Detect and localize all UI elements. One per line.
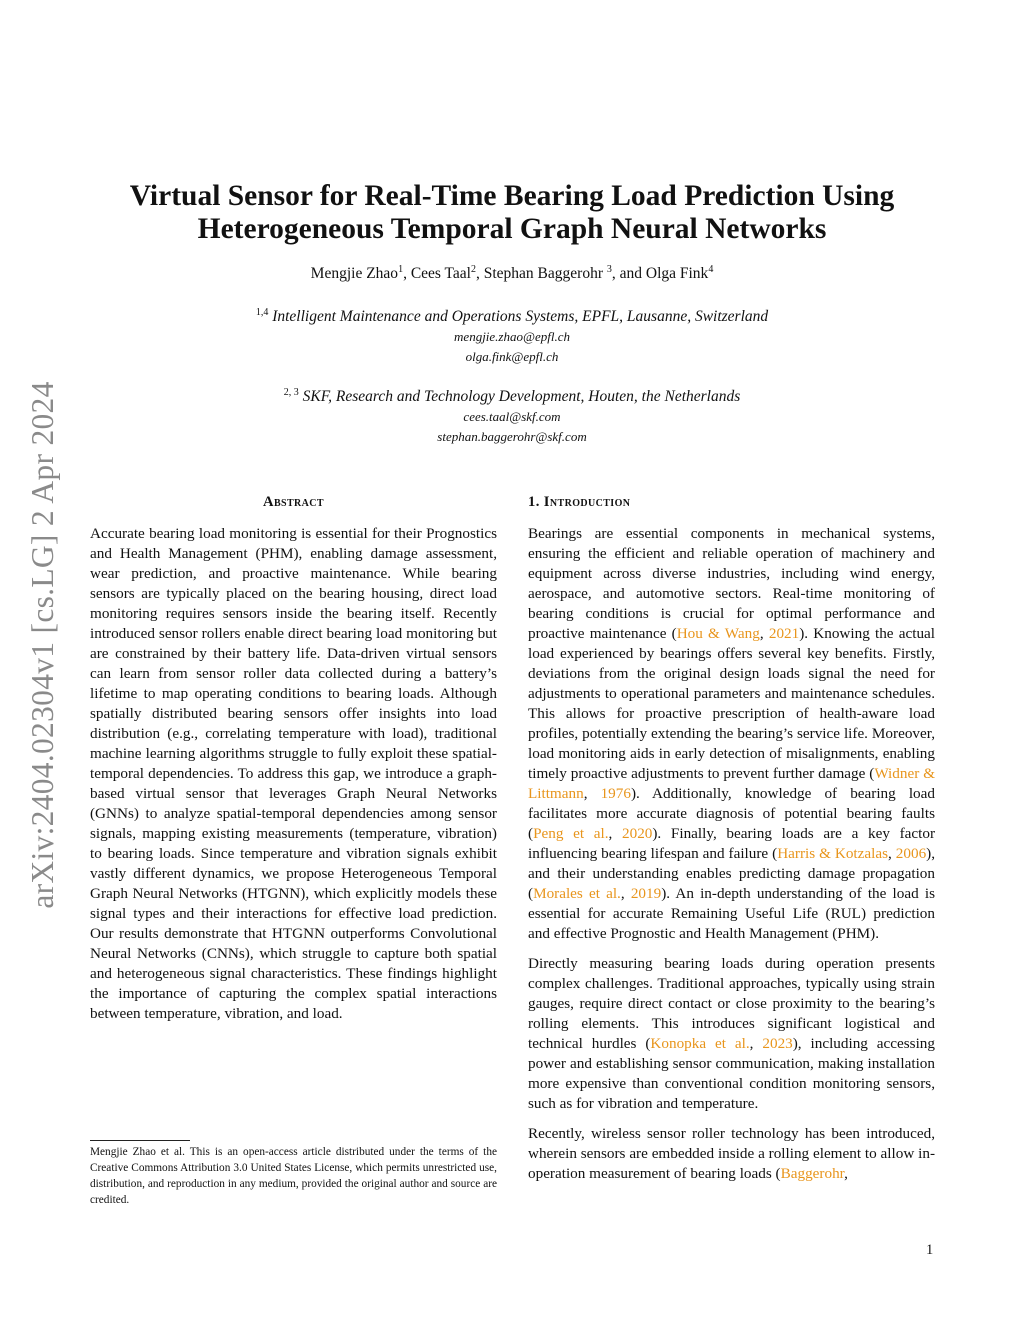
author-affil-mark: 2 <box>471 264 476 275</box>
citation-link[interactable]: Konopka et al. <box>650 1035 750 1052</box>
citation-year-link[interactable]: 2020 <box>622 825 653 842</box>
affiliation-institution <box>100 307 924 327</box>
email-link[interactable]: mengjie.zhao@epfl.ch <box>454 329 570 344</box>
affiliation-name: Intelligent Maintenance and Operations Systems, EPFL, Lausanne, Switzerland <box>272 308 769 325</box>
author-affil-mark: 3 <box>606 264 612 275</box>
paragraph-text: Recently, wireless sensor roller technology has been introduced, wherein sensors are embedded inside a rolling element to allow in-operation measurement of bearing loads ( <box>528 1125 935 1182</box>
citation-year-link[interactable]: 2019 <box>630 885 662 902</box>
affiliation-block-2 <box>100 387 924 447</box>
citation-link[interactable]: Baggerohr <box>780 1165 845 1182</box>
email-link[interactable]: olga.fink@epfl.ch <box>465 349 559 364</box>
abstract-heading <box>90 494 497 511</box>
author-affil-mark: 1 <box>398 264 404 275</box>
abstract-body: Accurate bearing load monitoring is essential for their Prognostics and Health Management (PHM), enabling damage assessment, wear prediction, and proactive maintenance. While bearing sensors are typically placed on the bearing housing, direct load monitoring requires sensors inside the bearing itself. Recently introduced sensor rollers enable direct bearing load monitoring but are constrained by their battery life. Data-driven virtual sensors can learn from sensor roller data collected during a battery’s lifetime to map operating conditions to bearing loads. Although spatially distributed bearing sensors offer insights into load distribution (e.g., correlating temperature with load), traditional machine learning algorithms struggle to fully exploit these spatial-temporal dependencies. To address this gap, we introduce a graph-based virtual sensor that leverages Graph Neural Networks (GNNs) to analyze spatial-temporal dependencies among sensor signals, mapping existing measurements (temperature, vibration) to bearing loads. Since temperature and vibration signals exhibit vastly different dynamics, we propose Heterogeneous Temporal Graph Neural Networks (HTGNN), which explicitly models these signal types and their interactions for effective load prediction. Our results demonstrate that HTGNN outperforms Convolutional Neural Networks (CNNs), which struggle to capture both spatial and heterogeneous signal characteristics. These findings highlight the importance of capturing the complex spatial interactions between temperature, vibration, and load. <box>90 525 497 1022</box>
license-footnote: Mengjie Zhao et al. This is an open-access article distributed under the terms of the Creative Commons Attribution 3.0 United States License, which permits unrestricted use, distribution, and reproduction in any medium, provided the original author and source are credited. <box>90 1146 497 1206</box>
arxiv-identifier: arXiv:2404.02304v1 [cs.LG] 2 Apr 2024 <box>25 381 60 909</box>
author-name: Cees Taal <box>410 265 471 282</box>
paragraph-text: ). Additionally, knowledge of bearing load facilitates more accurate diagnosis of potential bearing faults ( <box>528 785 935 842</box>
author-affil-mark: 4 <box>708 264 714 275</box>
section-number: 1. <box>528 494 544 510</box>
paragraph-text: Directly measuring bearing loads during operation presents complex challenges. Traditional approaches, typically using strain gauges, require direct contact or close proximity to the bearing’s rolling elements. This introduces significant logistical and technical hurdles ( <box>528 955 935 1052</box>
introduction-heading <box>528 494 630 511</box>
citation-link[interactable]: Widner & Littmann <box>528 765 936 802</box>
affiliation-block-1 <box>100 307 924 367</box>
paragraph-text: ). Finally, bearing loads are a key factor influencing bearing lifespan and failure ( <box>528 825 936 862</box>
intro-paragraph-2: Directly measuring bearing loads during operation presents complex challenges. Traditional approaches, typically using strain gauges, require direct contact or close proximity to the bearing’s rolling elements. This introduces significant logistical and technical hurdles (Konopka et al., 2023), including accessing power and establishing sensor communication, making installation more expensive than conventional condition monitoring sensors, such as for vibration and temperature. <box>528 955 935 1112</box>
author-separator: , and <box>611 265 646 282</box>
abstract-heading-text: Abstract <box>263 494 324 510</box>
author-name: Stephan Baggerohr <box>483 265 603 282</box>
email-link[interactable]: stephan.baggerohr@skf.com <box>437 429 587 444</box>
citation-link[interactable]: Peng et al. <box>533 825 609 842</box>
author-name: Olga Fink <box>645 265 709 282</box>
affiliation-name: SKF, Research and Technology Development, Houten, the Netherlands <box>302 388 741 405</box>
affiliation-mark: 2, 3 <box>283 387 299 398</box>
citation-link[interactable]: Hou & Wang <box>676 625 760 642</box>
paragraph-text: Bearings are essential components in mechanical systems, ensuring the efficient and reliable operation of machinery and equipment across diverse industries, including wind energy, aerospace, and automotive sectors. Real-time monitoring of bearing conditions is crucial for optimal performance and proactive maintenance ( <box>528 525 935 642</box>
author-list <box>100 265 924 283</box>
title-line-2: Heterogeneous Temporal Graph Neural Networks <box>197 213 827 245</box>
author-name: Mengjie Zhao <box>310 265 399 282</box>
paragraph-text: ), and their understanding enables predicting damage propagation ( <box>528 845 936 902</box>
email-link[interactable]: cees.taal@skf.com <box>463 409 561 424</box>
citation-link[interactable]: Morales et al. <box>533 885 621 902</box>
affiliation-institution <box>100 387 924 407</box>
paragraph-text: ). An in-depth understanding of the load is essential for accurate Remaining Useful Life (RUL) prediction and effective Prognostic and Health Management (PHM). <box>528 885 935 942</box>
citation-year-link[interactable]: 2023 <box>762 1035 793 1052</box>
footnote-rule <box>90 1140 190 1141</box>
author-separator: , <box>403 265 411 282</box>
introduction-heading-text: Introduction <box>543 494 631 510</box>
intro-paragraph-1: Bearings are essential components in mechanical systems, ensuring the efficient and reliable operation of machinery and equipment across diverse industries, including wind energy, aerospace, and automotive sectors. Real-time monitoring of bearing conditions is crucial for optimal performance and proactive maintenance (Hou & Wang, 2021). Knowing the actual load experienced by bearings offers several key benefits. Firstly, deviations from the original design loads signal the need for adjustments to operational parameters and maintenance schedules. This allows for proactive prescription of health-aware load profiles, potentially extending the bearing’s service life. Moreover, load monitoring aids in early detection of misalignments, enabling timely proactive adjustments to prevent further damage (Widner & Littmann, 1976). Additionally, knowledge of bearing load facilitates more accurate diagnosis of potential bearing faults (Peng et al., 2020). Finally, bearing loads are a key factor influencing bearing lifespan and failure (Harris & Kotzalas, 2006), and their understanding enables predicting damage propagation (Morales et al., 2019). An in-depth understanding of the load is essential for accurate Remaining Useful Life (RUL) prediction and effective Prognostic and Health Management (PHM). <box>528 525 936 942</box>
citation-year-link[interactable]: 2021 <box>768 625 800 642</box>
introduction-body <box>528 524 935 1194</box>
affiliation-mark: 1,4 <box>255 307 269 318</box>
author-separator: , <box>476 265 484 282</box>
title-line-1: Virtual Sensor for Real-Time Bearing Load Prediction Using <box>129 180 895 212</box>
paragraph-text: ). Knowing the actual load experienced by bearings offers several key benefits. Firstly, deviations from the original design loads signal the need for adjustments to operational parameters and maintenance schedules. This allows for proactive prescription of health-aware load profiles, potentially extending the bearing’s service life. Moreover, load monitoring aids in early detection of misalignments, enabling timely proactive adjustments to prevent further damage ( <box>528 625 936 782</box>
intro-paragraph-3 <box>528 1124 935 1184</box>
citation-year-link[interactable]: 1976 <box>600 785 631 802</box>
citation-link[interactable]: Harris & Kotzalas <box>777 845 889 862</box>
page-number: 1 <box>926 1242 934 1258</box>
citation-year-link[interactable]: 2006 <box>895 845 927 862</box>
paper-title <box>100 180 924 246</box>
paragraph-text: , <box>844 1165 848 1182</box>
paragraph-text: ), including accessing power and establishing sensor communication, making installation more expensive than conventional condition monitoring sensors, such as for vibration and temperature. <box>528 1035 935 1112</box>
